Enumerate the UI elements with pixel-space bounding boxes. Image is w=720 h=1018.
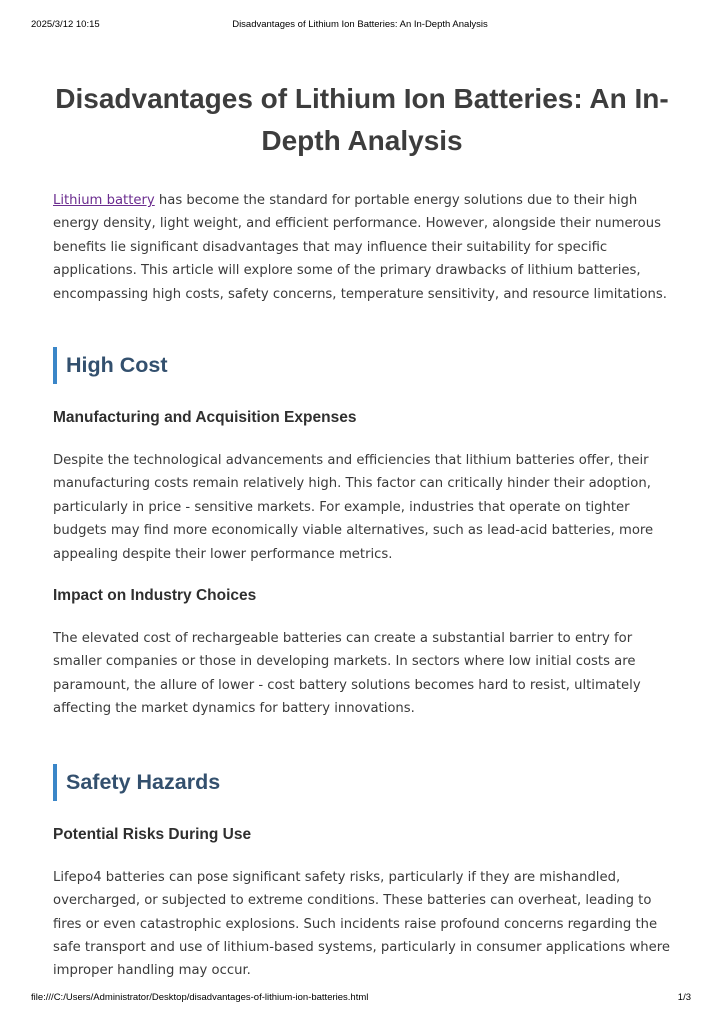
intro-paragraph — [53, 189, 671, 306]
print-header-datetime: 2025/3/12 10:15 — [31, 19, 100, 30]
paragraph-manufacturing-expenses: Despite the technological advancements and efficiencies that lithium batteries offer, their manufacturing costs remain relatively high. This factor can critically hinder their adoption, particularly in price - sensitive markets. For example, industries that operate on tighter budgets may find more economically viable alternatives, such as lead-acid batteries, more appealing despite their lower performance metrics. — [53, 453, 654, 562]
article — [53, 78, 671, 983]
subheading-manufacturing-expenses: Manufacturing and Acquisition Expenses — [53, 409, 357, 427]
paragraph-industry-choices: The elevated cost of rechargeable batteries can create a substantial barrier to entry for smaller companies or those in developing markets. In sectors where low initial costs are paramount, the allure of lower - cost battery solutions becomes hard to resist, ultimately affecting the market dynamics for battery innovations. — [53, 631, 641, 717]
lithium-battery-link[interactable]: Lithium battery — [53, 193, 155, 208]
section-heading-high-cost: High Cost — [53, 347, 671, 384]
print-footer-page-number: 1/3 — [677, 992, 691, 1003]
intro-text: has become the standard for portable energy solutions due to their high energy density, light weight, and efficient performance. However, alongside their numerous benefits lie significant disadvantages that may influence their suitability for specific applications. This article will explore some of the primary drawbacks of lithium batteries, encompassing high costs, safety concerns, temperature sensitivity, and resource limitations. — [53, 193, 667, 302]
page-title: Disadvantages of Lithium Ion Batteries: An In-Depth Analysis — [55, 83, 669, 156]
section-heading-safety-hazards: Safety Hazards — [53, 764, 671, 801]
subheading-industry-choices: Impact on Industry Choices — [53, 587, 257, 605]
subheading-potential-risks: Potential Risks During Use — [53, 825, 252, 843]
print-header-title: Disadvantages of Lithium Ion Batteries: An In-Depth Analysis — [232, 19, 488, 30]
paragraph-potential-risks: Lifepo4 batteries can pose significant safety risks, particularly if they are mishandled, overcharged, or subjected to extreme conditions. These batteries can overheat, leading to fires or even catastrophic explosions. Such incidents raise profound concerns regarding the safe transport and use of lithium-based systems, particularly in consumer applications where improper handling may occur. — [53, 869, 671, 979]
print-footer-url: file:///C:/Users/Administrator/Desktop/disadvantages-of-lithium-ion-batteries.html — [31, 992, 369, 1003]
